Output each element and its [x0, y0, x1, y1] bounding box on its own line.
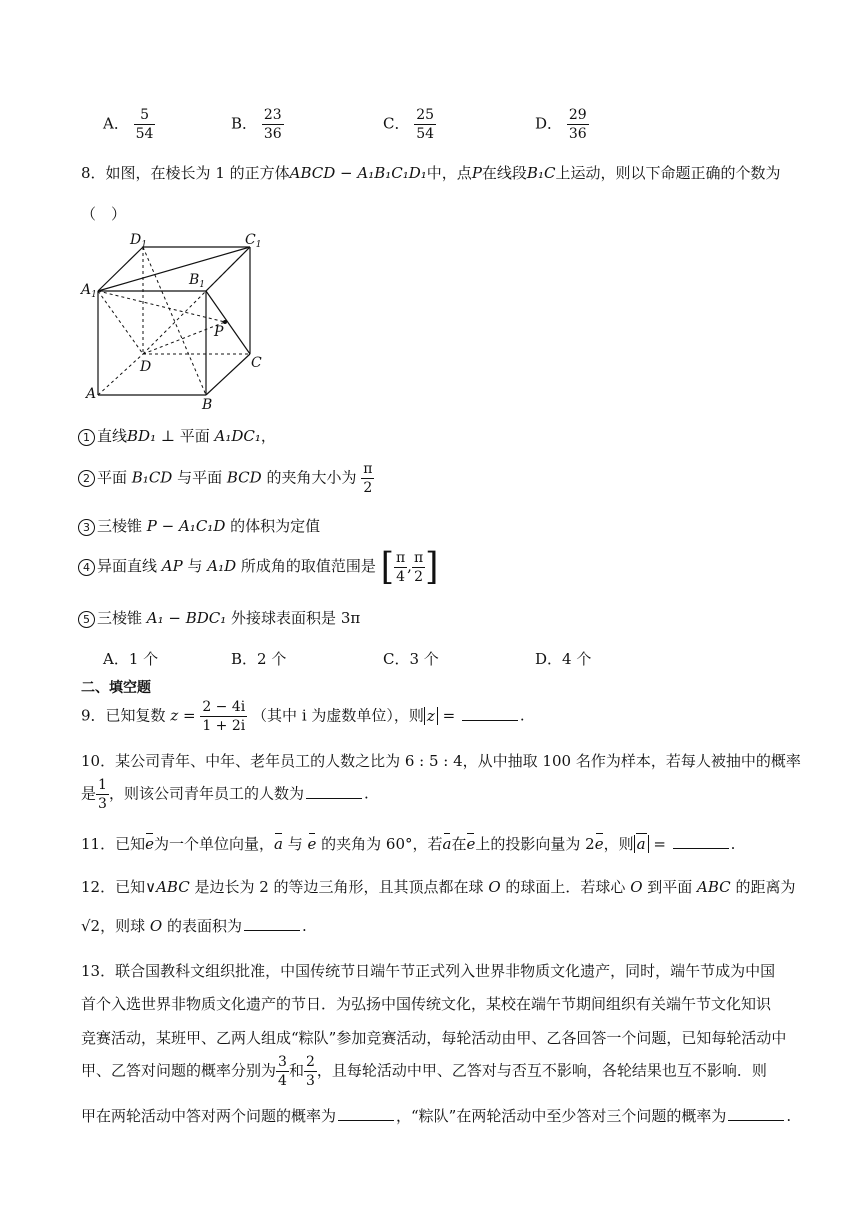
text: 上的投影向量为 2 [475, 835, 595, 853]
text: 异面直线 [97, 557, 162, 575]
math: BCD [226, 468, 262, 487]
text: 三棱锥 [97, 517, 147, 535]
label-b1: $B_1$ [189, 272, 206, 290]
vector: e [307, 835, 317, 853]
label-b: B [202, 397, 213, 413]
text: 9．已知复数 [81, 706, 171, 725]
fraction [412, 551, 425, 584]
text: ，“粽队”在两轮活动中至少答对三个问题的概率为 [396, 1107, 727, 1125]
statement-2 [78, 462, 374, 495]
text: 12．已知∨ [81, 878, 157, 896]
choice-letter: B． [231, 114, 258, 133]
q8-choice-a: A．1 个 [103, 650, 159, 668]
text: 是 [81, 784, 97, 803]
numerator: 23 [263, 107, 282, 123]
circled-number: 4 [78, 559, 95, 576]
text: 为一个单位向量， [153, 835, 274, 853]
denominator: 1 + 2i [202, 718, 246, 734]
q13-line1: 13．联合国教科文组织批准，中国传统节日端午节正式列入世界非物质文化遗产，同时，端午节成为中国 [81, 962, 776, 980]
fraction [361, 462, 374, 495]
denominator: 2 [414, 568, 424, 585]
right-bracket: ] [425, 545, 439, 589]
label-d: D [140, 359, 152, 375]
answer-blank[interactable] [338, 1120, 394, 1121]
answer-blank[interactable] [306, 798, 362, 799]
q7-choice-d [535, 108, 589, 141]
text: 的距离为 [730, 878, 796, 896]
math: z [170, 706, 179, 725]
q13-line3: 竞赛活动，某班甲、乙两人组成“粽队”参加竞赛活动，每轮活动由甲、乙各回答一个问题，已知每轮活动中 [81, 1029, 787, 1047]
text: 的表面积为 [162, 917, 242, 935]
math: ABCD − A₁B₁C₁D₁ [289, 164, 427, 182]
denominator: 4 [278, 1073, 287, 1089]
circled-number: 5 [78, 611, 95, 628]
text: . [301, 917, 307, 935]
text: 是边长为 2 的等边三角形，且其顶点都在球 [189, 878, 489, 896]
denominator: 3 [98, 796, 107, 812]
math: A₁DC₁ [214, 427, 261, 445]
fraction [276, 1055, 289, 1088]
label-p: P [214, 324, 224, 340]
denominator: 54 [416, 126, 435, 142]
label-a1: $A_1$ [81, 282, 97, 300]
text: 上运动，则以下命题正确的个数为 [555, 164, 781, 182]
hidden-ad [98, 354, 143, 395]
fraction [200, 700, 247, 733]
text: ，则该公司青年员工的人数为 [108, 784, 304, 803]
math: O [149, 917, 163, 935]
label-c1: $C_1$ [245, 232, 262, 250]
text: 甲、乙答对问题的概率分别为 [81, 1061, 277, 1080]
choice-letter: A． [103, 114, 129, 133]
edge-bc [206, 354, 250, 395]
text: 与 [282, 835, 308, 853]
text: ，则球 [100, 917, 150, 935]
q11 [81, 833, 735, 854]
text: 平面 [97, 468, 132, 487]
math: √2 [81, 917, 101, 935]
question-number: 8． [81, 164, 106, 182]
seg-b1c [206, 291, 250, 354]
text: . [519, 706, 525, 725]
text: 直线 [97, 427, 128, 445]
text: 的球面上．若球心 [500, 878, 631, 896]
q13-line4 [81, 1055, 767, 1088]
fraction [304, 1055, 317, 1088]
q7-choice-a [103, 108, 155, 141]
q8-choice-c: C．3 个 [383, 650, 439, 668]
text: . [730, 835, 736, 853]
math: O [488, 878, 501, 896]
text: （其中 i 为虚数单位），则 [252, 706, 424, 725]
denominator: 36 [568, 126, 587, 142]
denominator: 2 [363, 480, 373, 496]
numerator: π [395, 549, 406, 566]
vector: a [274, 835, 283, 853]
text: = [437, 706, 460, 725]
text: 所成角的取值范围是 [236, 557, 376, 575]
hidden-a1d [98, 291, 143, 354]
answer-blank[interactable] [673, 848, 729, 849]
text: ， [260, 427, 276, 445]
q7-choice-c [383, 108, 436, 141]
choice-letter: D． [535, 114, 563, 133]
q12-line1 [81, 876, 795, 897]
math: ABC [156, 878, 190, 896]
numerator: 29 [568, 107, 587, 123]
text: = [648, 835, 671, 853]
point-p [223, 320, 227, 324]
text: . [786, 1107, 792, 1125]
text: 与平面 [172, 468, 227, 487]
numerator: 1 [98, 777, 107, 793]
text: ，且每轮活动中甲、乙答对与否互不影响，各轮结果也互不影响．则 [316, 1061, 767, 1080]
label-a: A [86, 386, 97, 402]
math: ABC [697, 878, 731, 896]
fraction [414, 108, 436, 141]
math: O [630, 878, 643, 896]
circled-number: 1 [78, 429, 95, 446]
math: A₁D [207, 557, 237, 575]
q9 [81, 700, 525, 733]
numerator: π [413, 549, 424, 566]
math: B₁CD [131, 468, 173, 487]
answer-blank[interactable] [728, 1120, 784, 1121]
q8-choice-d: D．4 个 [535, 650, 592, 668]
q13-line5 [81, 1105, 791, 1126]
text: 11．已知 [81, 835, 146, 853]
text: 中，点 [426, 164, 472, 182]
denominator: 4 [396, 568, 406, 585]
left-bracket: [ [380, 545, 394, 589]
fraction [262, 108, 284, 141]
numerator: π [363, 461, 373, 477]
text: 的夹角为 60°，若 [316, 835, 443, 853]
q8-choice-b: B．2 个 [231, 650, 287, 668]
math: P [471, 164, 482, 182]
answer-blank[interactable] [462, 720, 518, 721]
circled-number: 3 [78, 519, 95, 536]
text: 在线段 [481, 164, 527, 182]
text: . [363, 784, 369, 803]
text: 三棱锥 [97, 609, 147, 627]
text: 的体积为定值 [225, 517, 321, 535]
answer-blank[interactable] [244, 930, 300, 931]
math: B₁C [526, 164, 556, 182]
math: AP [161, 557, 183, 575]
q13-line2: 首个入选世界非物质文化遗产的节日．为弘扬中国传统文化，某校在端午节期间组织有关端午节文化知识 [81, 995, 772, 1013]
numerator: 2 − 4i [202, 699, 246, 715]
text: = [178, 706, 201, 725]
fraction [96, 778, 109, 811]
math: A₁ − BDC₁ [146, 609, 227, 627]
statement-5 [78, 605, 360, 631]
statement-4: 4 异面直线 AP 与 A₁D 所成角的取值范围是 [ $\frac{\pi}{4}$ , $\frac{\pi}{2}$ ] [78, 550, 438, 584]
math: BD₁ [127, 427, 157, 445]
label-d1: $D_1$ [130, 232, 147, 250]
statement-3 [78, 513, 320, 539]
text: 到平面 [642, 878, 698, 896]
q10-line2 [81, 778, 369, 811]
text: 与 [182, 557, 208, 575]
q8-stem [81, 162, 780, 183]
text: ，则 [603, 835, 634, 853]
fraction [394, 551, 407, 584]
text: 在 [451, 835, 467, 853]
fraction [134, 108, 156, 141]
statement-1 [78, 423, 276, 449]
numerator: 5 [134, 108, 156, 125]
vector: e [145, 835, 154, 853]
denominator: 36 [263, 126, 282, 142]
circled-number: 2 [78, 470, 95, 487]
section-heading: 二、填空题 [81, 680, 151, 696]
denominator: 3 [305, 1073, 315, 1089]
fraction [567, 108, 589, 141]
text: 甲在两轮活动中答对两个问题的概率为 [81, 1107, 337, 1125]
label-c: C [251, 355, 262, 371]
vector: e [466, 835, 476, 853]
math: P − A₁C₁D [146, 517, 226, 535]
choice-letter: C． [383, 114, 410, 133]
text: 和 [288, 1061, 304, 1080]
q12-line2 [81, 915, 307, 936]
abs-value: a [634, 835, 649, 853]
hidden-dp [143, 322, 225, 354]
text: 如图，在棱长为 1 的正方体 [105, 164, 290, 182]
abs-value: z [424, 707, 438, 725]
numerator: 3 [278, 1054, 287, 1070]
numerator: 2 [305, 1054, 315, 1070]
q10-line1: 10．某公司青年、中年、老年员工的人数之比为 6 : 5 : 4，从中抽取 100 名作为样本，若每人被抽中的概率 [81, 752, 801, 770]
denominator: 54 [135, 126, 154, 142]
text: 的夹角大小为 [261, 468, 357, 487]
q8-paren: （ ） [81, 205, 127, 223]
cube-figure [78, 228, 278, 413]
text: ⊥ 平面 [156, 427, 215, 445]
vector: e [594, 835, 604, 853]
numerator: 25 [416, 107, 435, 123]
vector: a [442, 835, 452, 853]
q7-choice-b [231, 108, 284, 141]
text: 外接球表面积是 3π [226, 609, 361, 627]
